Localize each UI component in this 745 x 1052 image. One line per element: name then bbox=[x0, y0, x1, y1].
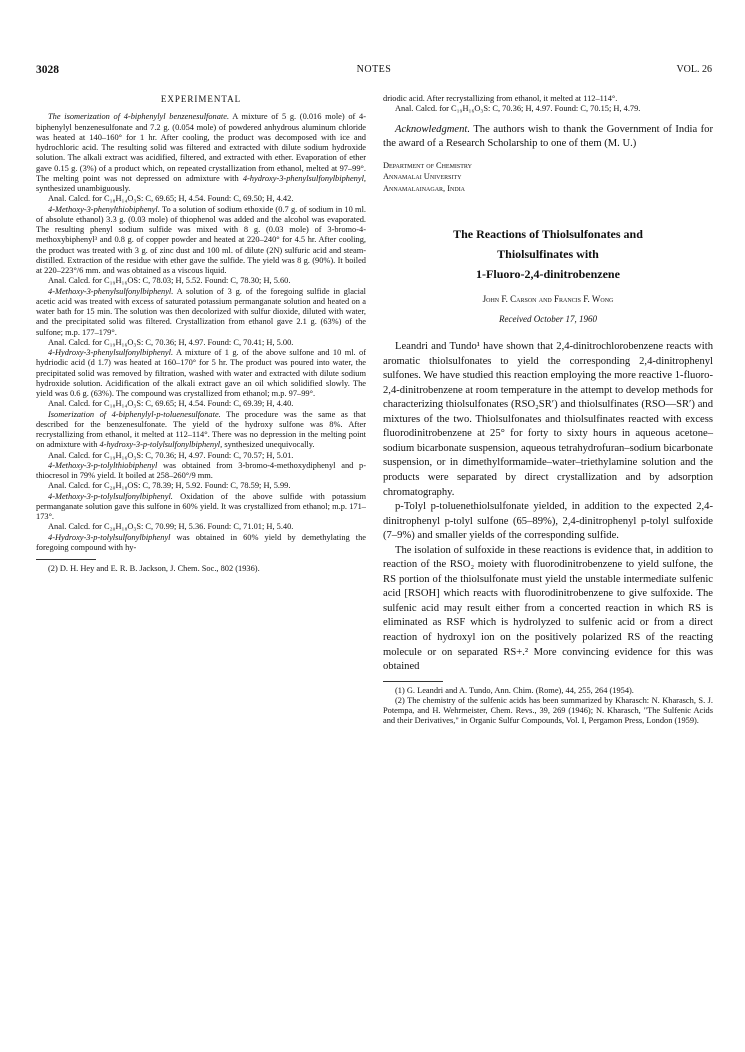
left-column bbox=[36, 94, 366, 574]
analysis-line: Anal. Calcd. for C₁₉H₁₆O₃S: C, 70.36; H, 4.97. Found: C, 70.57; H, 5.01. bbox=[48, 450, 294, 460]
volume-label: VOL. 26 bbox=[676, 64, 712, 75]
paragraph: Isomerization of 4-biphenylyl-p-toluenesulfonate. The procedure was the same as that described for the benzenesulfonate. The yield of the hydroxy sulfone was 8%. After recrystallizing from ethanol, it melted at 112–114°. There was no depression in the melting point on admixture with 4-hydroxy-3-p-tolylsulfonylbiphenyl, synthesized unequivocally. bbox=[36, 409, 366, 450]
authors: John F. Carson and Francis F. Wong bbox=[482, 294, 614, 305]
paragraph: 4-Methoxy-3-p-tolylsulfonylbiphenyl. Oxidation of the above sulfide with potassium permanganate solution gave this sulfone in 60% yield. It was crystallized from ethanol; m.p. 171–173°. bbox=[36, 491, 366, 521]
footnote-rule bbox=[36, 559, 96, 560]
continued-text: driodic acid. After recrystallizing from ethanol, it melted at 112–114°. bbox=[383, 94, 618, 103]
right-column bbox=[383, 94, 713, 727]
footnote: (2) D. H. Hey and E. R. B. Jackson, J. Chem. Soc., 802 (1936). bbox=[48, 564, 260, 573]
article-title: Thiolsulfinates with bbox=[497, 247, 599, 262]
paragraph: 4-Methoxy-3-p-tolylthiobiphenyl was obtained from 3-bromo-4-methoxydiphenyl and p-thiocresol in 79% yield. It boiled at 258–260°/9 mm. bbox=[36, 460, 366, 480]
article-title: 1-Fluoro-2,4-dinitrobenzene bbox=[476, 267, 620, 282]
analysis-line: Anal. Calcd. for C₁₉H₁₆O₃S: C, 70.36; H, 4.97. Found: C, 70.15; H, 4.79. bbox=[395, 104, 641, 114]
analysis-line: Anal. Calcd. for C₂₀H₁₈O₃S: C, 70.99; H, 5.36. Found: C, 71.01; H, 5.40. bbox=[48, 522, 294, 532]
footnote: (1) G. Leandri and A. Tundo, Ann. Chim. (Rome), 44, 255, 264 (1954). bbox=[395, 685, 634, 695]
paragraph: 4-Methoxy-3-phenylsulfonylbiphenyl. A solution of 3 g. of the foregoing sulfide in glacial acetic acid was treated with excess of saturated potassium permanganate solution and heated on a water bath for 15 min. The solution was then decolorized with sulfur dioxide, diluted with water, and the precipitated solid was filtered. Crystallization from ethanol gave 2.1 g. (63%) of the sulfone; m.p. 177–179°. bbox=[36, 286, 366, 337]
acknowledgment: Acknowledgment. The authors wish to thank the Government of India for the award of a Research Scholarship to one of them (M. U.) bbox=[383, 123, 713, 150]
affiliation: Department of Chemistry Annamalai University Annamalainagar, India bbox=[383, 160, 472, 193]
running-header bbox=[36, 64, 712, 78]
body-paragraph: p-Tolyl p-toluenethiolsulfonate yielded, in addition to the expected 2,4-dinitrophenyl p-tolyl sulfone (65–89%), 2,4-dinitrophenyl p-tolyl sulfoxide (7–9%) and smaller yields of the corresponding sulfide. bbox=[383, 501, 713, 542]
paragraph: 4-Methoxy-3-phenylthiobiphenyl. To a solution of sodium ethoxide (0.7 g. of sodium in 10 ml. of absolute ethanol) 3.3 g. (0.03 mole) of thiophenol was added and the alcohol was evaporated. The resulting phenyl sodium sulfide was mixed with 8 g. (0.03 mole) of 3-bromo-4-methoxybiphenyl³ and 0.8 g. of copper powder and heated at 220–240° for 4.5 hr. After cooling, the product was treated with 3 g. of zinc dust and 100 ml. of dilute (2N) sulfuric acid and steam-distilled. Extraction of the residue with ether gave the sulfide. The yield was 8 g. (90%). It boiled at 220–223°/6 mm. and was obtained as a viscous liquid. bbox=[36, 204, 366, 275]
analysis-line: Anal. Calcd. for C₁₉H₁₆OS: C, 78.03; H, 5.52. Found: C, 78.30; H, 5.60. bbox=[48, 276, 291, 286]
article-title: The Reactions of Thiolsulfonates and bbox=[453, 227, 643, 242]
paragraph: 4-Hydroxy-3-phenylsulfonylbiphenyl. A mixture of 1 g. of the above sulfone and 10 ml. of hydriodic acid (d 1.7) was heated at 160–170° for 5 hr. The product was poured into water, the precipitated solid was removed by filtration, washed with water and extracted with dilute sodium hydroxide solution. Acidification of the alkali extract gave an oil which solidified slowly. The yield was 0.6 g. (63%). The compound was crystallized from ethanol; m.p. 97–99°. bbox=[36, 348, 366, 398]
footnote-rule bbox=[383, 681, 443, 682]
analysis-line: Anal. Calcd. for C₁₈H₁₄O₃S: C, 69.65; H, 4.54. Found: C, 69.39; H, 4.40. bbox=[48, 399, 294, 409]
experimental-heading: EXPERIMENTAL bbox=[160, 94, 242, 104]
analysis-line: Anal. Calcd. for C₁₉H₁₆O₃S: C, 70.36; H, 4.97. Found: C, 70.41; H, 5.00. bbox=[48, 337, 294, 347]
footnote: (2) The chemistry of the sulfenic acids has been summarized by Kharasch: N. Kharasch, S. J. Potempa, and H. Wehrmeister, Chem. Revs., 39, 269 (1946); N. Kharasch, "The Sulfenic Acids and their Derivatives," in Organic Sulfur Compounds, Vol. I, Pergamon Press, London (1959). bbox=[383, 695, 713, 726]
paragraph: The isomerization of 4-biphenylyl benzenesulfonate. A mixture of 5 g. (0.016 mole) of 4-biphenylyl benzenesulfonate and 7.2 g. (0.054 mole) of powdered anhydrous aluminum chloride was heated at 140–160° for 1 hr. After cooling, the product was decomposed with ice and hydrochloric acid. The resulting solid was filtered and extracted with dilute sodium hydroxide solution. The alkali extract was acidified, filtered, and extracted with ether. Evaporation of ether gave 0.15 g. (3%) of a product which, on repeated crystallization from ethanol, melted at 97–99°. The melting point was not depressed on admixture with 4-hydroxy-3-phenylsulfonylbiphenyl, synthesized unambiguously. bbox=[36, 112, 366, 193]
paragraph: 4-Hydroxy-3-p-tolylsulfonylbiphenyl was obtained in 60% yield by demethylating the foregoing compound with hy- bbox=[36, 532, 366, 552]
received-date: Received October 17, 1960 bbox=[499, 314, 597, 325]
page-number: 3028 bbox=[36, 64, 59, 76]
body-paragraph: Leandri and Tundo¹ have shown that 2,4-dinitrochlorobenzene reacts with aromatic thiolsulfonates to yield the corresponding 2,4-dinitrophenyl sulfones. We have studied this reaction employing the more reactive 1-fluoro-2,4-dinitrobenzene at room temperature in the attempt to develop methods for characterizing thiolsulfonates (RSO₂SR′) and thiolsulfinates (RSO—SR′) and mixtures of the two. Thiolsulfonates and thiolsulfinates reacted with excess fluorodinitrobenzene at 25° for forty to sixty hours in aqueous acetone–sodium bicarbonate suspension, aqueous tetrahydrofuran–sodium bicarbonate suspension, or in dimethylformamide–water–triethylamine solution and the products were separated by direct crystallization and by adsorption chromatography. bbox=[383, 341, 713, 498]
section-name: NOTES bbox=[356, 64, 392, 75]
body-paragraph: The isolation of sulfoxide in these reactions is evidence that, in addition to reaction of the RSO₂ moiety with fluorodinitrobenzene to yield sulfone, the RS portion of the thiolsulfonate must yield the unstable intermediate sulfenic acid [RSOH] which reacts with fluorodinitrobenzene to give sulfoxide. The sulfenic acid may result either from a concerted reaction in which RS is eliminated as RSF which is hydrolyzed to sulfenic acid or from a direct reaction of hydroxyl ion on the positively polarized RS of the reacting molecule or on separated RS+.² More convincing evidence for this was obtained bbox=[383, 544, 713, 673]
analysis-line: Anal. Calcd. for C₂₀H₁₈OS: C, 78.39; H, 5.92. Found: C, 78.59; H, 5.99. bbox=[48, 481, 291, 491]
analysis-line: Anal. Calcd. for C₁₈H₁₄O₃S: C, 69.65; H, 4.54. Found: C, 69.50; H, 4.42. bbox=[48, 194, 294, 204]
